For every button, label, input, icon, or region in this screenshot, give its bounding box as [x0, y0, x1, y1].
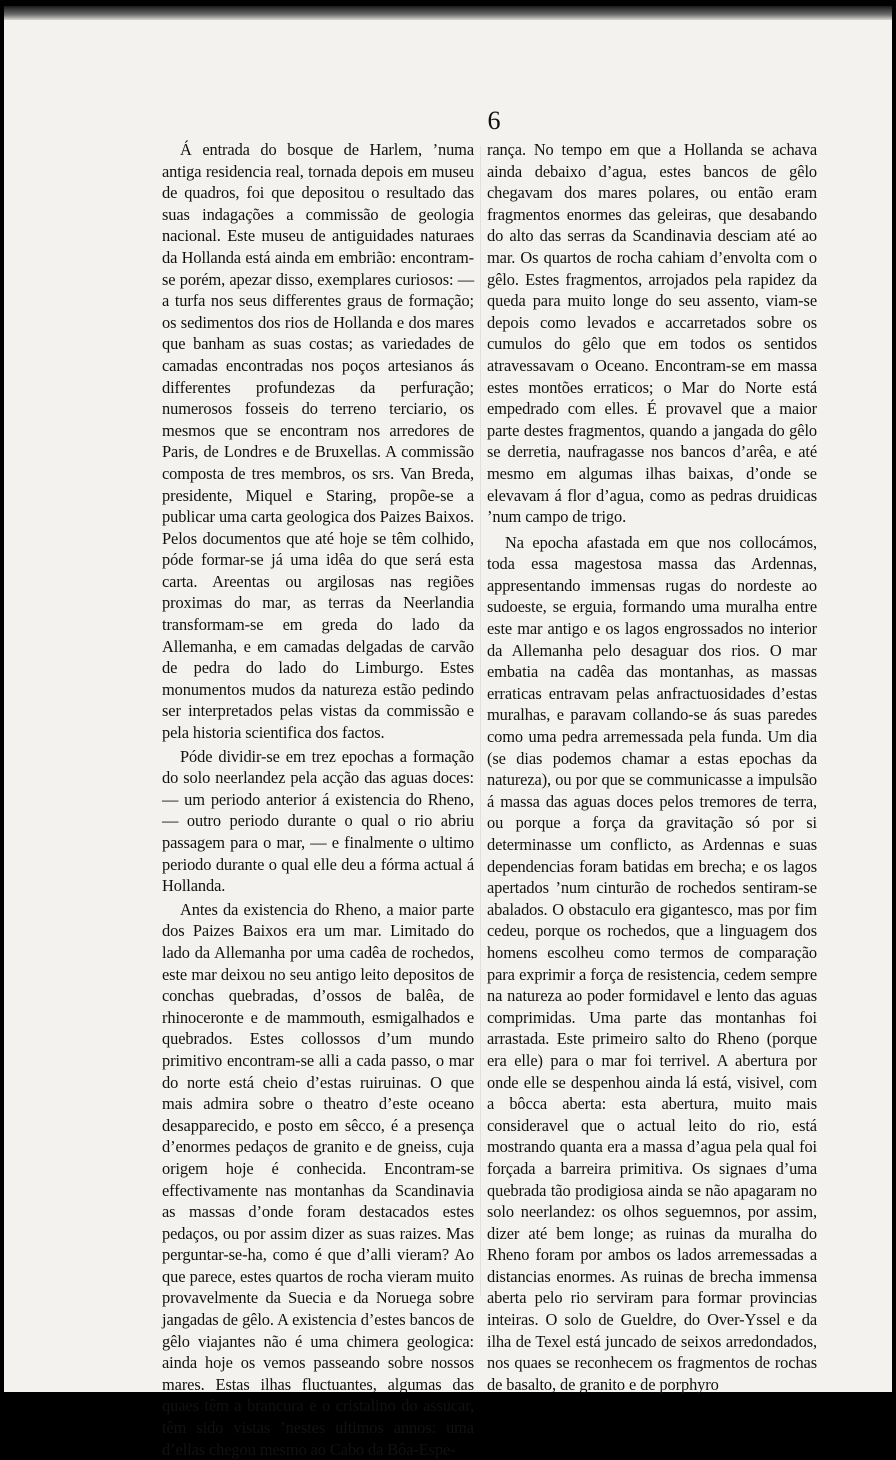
scan-top-edge — [4, 6, 892, 20]
column-gutter — [480, 146, 481, 1296]
right-paragraph-1: rança. No tempo em que a Hollanda se achava ainda debaixo d’agua, estes bancos de gêlo chegavam dos mares polares, ou então eram fragmentos enormes das geleiras, que desabando do alto das serras da Scandinavia desciam até ao mar. Os quartos de rocha cahiam d’envolta com o gêlo. Estes fragmentos, arrojados pela rapidez da queda para muito longe do seu assento, viam-se depois como levados e accarretados sobre os cumulos do gêlo que em todos os sentidos atravessavam o Oceano. Encontram-se em massa estes montões erraticos; o Mar do Norte está empedrado com elles. É provavel que a maior parte destes fragmentos, quando a jangada do gêlo se derretia, naufragasse nos bancos d’arêa, e até mesmo em algumas ilhas baixas, d’onde se elevavam á flor d’agua, como as pedras druidicas ’num campo de trigo. — [487, 140, 817, 527]
page-number: 6 — [487, 106, 501, 135]
left-column — [162, 139, 474, 1460]
right-column — [487, 139, 817, 1395]
left-paragraph-1: Á entrada do bosque de Harlem, ’numa antiga residencia real, tornada depois em museu de quadros, foi que depositou o resultado das suas indagações a commissão de geologia nacional. Este museu de antiguidades naturaes da Hollanda está ainda em embrião: encontram-se porém, apezar disso, exemplares curiosos: — a turfa nos seus differentes graus de formação; os sedimentos dos rios de Hollanda e dos mares que banham as suas costas; as variedades de camadas encontradas nos poços artesianos ás differentes profundezas da perfuração; numerosos fosseis do terreno terciario, os mesmos que se encontram nos arredores de Paris, de Londres e de Bruxellas. A commissão composta de tres membros, os srs. Van Breda, presidente, Miquel e Staring, propõe-se a publicar uma carta geologica dos Paizes Baixos. Pelos documentos que até hoje se têm colhido, póde formar-se já uma idêa do que será esta carta. Areentas ou argilosas nas regiões proximas do mar, as terras da Neerlandia transformam-se em greda do lado da Allemanha, e em camadas delgadas de carvão de pedra do lado do Limburgo. Estes monumentos mudos da natureza estão pedindo ser interpretados pelas vistas da commissão e pela historia scientifica dos factos. — [162, 140, 474, 743]
book-page — [4, 6, 892, 1459]
left-paragraph-3: Antes da existencia do Rheno, a maior parte dos Paizes Baixos era um mar. Limitado do lado da Allemanha por uma cadêa de rochedos, este mar deixou no seu antigo leito depositos de conchas quebradas, d’ossos de balêa, de rhinoceronte e de mammouth, esmigalhados e quebrados. Estes collossos d’um mundo primitivo encontram-se alli a cada passo, o mar do norte está cheio d’estas ruiruinas. O que mais admira sobre o theatro d’este oceano desapparecido, e posto em sêcco, é a presença d’enormes pedaços de granito e de gneiss, cuja origem hoje é conhecida. Encontram-se effectivamente nas montanhas da Scandinavia as massas d’onde foram destacados estes pedaços, ou por assim dizer as suas raizes. Mas perguntar-se-ha, como é que d’alli vieram? Ao que parece, estes quartos de rocha vieram muito provavelmente da Suecia e da Noruega sobre jangadas de gêlo. A existencia d’estes bancos de gêlo viajantes não é uma chimera geologica: ainda hoje os vemos passeando sobre nossos mares. Estas ilhas fluctuantes, algumas das quaes têm a brancura e o cristalino do assucar, têm sido vistas ’nestes ultimos annos: uma d’ellas chegou mesmo ao Cabo da Bôa-Espe- — [162, 899, 474, 1459]
left-paragraph-2: Póde dividir-se em trez epochas a formação do solo neerlandez pela acção das aguas doces: — um periodo anterior á existencia do Rheno, — outro periodo durante o qual o rio abriu passagem para o mar, — e finalmente o ultimo periodo durante o qual elle deu a fórma actual á Hollanda. — [162, 746, 474, 896]
right-paragraph-2: Na epocha afastada em que nos collocámos, toda essa magestosa massa das Ardennas, appresentando immensas rugas do nordeste ao sudoeste, se erguia, formando uma muralha entre este mar antigo e os lagos engrossados no interior da Allemanha pelo desaguar dos rios. O mar embatia na cadêa das montanhas, as massas erraticas entravam pelas anfractuosidades d’estas muralhas, e paravam collando-se ás suas paredes como uma pedra arremessada pela funda. Um dia (se dias podemos chamar a estas epochas da natureza), ou por que se communicasse a impulsão á massa das aguas doces pelos tremores de terra, ou porque a força da gravitação só por si determinasse um conflicto, as Ardennas e suas dependencias foram batidas em brecha; e os lagos apertados ’num cinturão de rochedos sentiram-se abalados. O obstaculo era gigantesco, mas por fim cedeu, porque os rochedos, que a linguagem dos homens escolheu como termos de comparação para exprimir a força de resistencia, cedem sempre na natureza ao poder formidavel e lento das aguas comprimidas. Uma parte das montanhas foi arrastada. Este primeiro salto do Rheno (porque era elle) para o mar foi terrivel. A abertura por onde elle se despenhou ainda lá está, visivel, com a bôcca aberta: esta abertura, muito mais consideravel que o actual leito do rio, está mostrando quanta era a massa d’agua pela qual foi forçada a barreira primitiva. Os signaes d’uma quebrada tão prodigiosa ainda se não apagaram no solo neerlandez: os olhos seguemnos, por assim, dizer até bem longe; as ruinas da muralha do Rheno foram por ambos os lados arremessadas a distancias enormes. As ruinas de brecha immensa aberta pelo rio serviram para formar provincias inteiras. O solo de Gueldre, do Over-Yssel e da ilha de Texel está juncado de seixos arredondados, nos quaes se reconhecem os fragmentos de rochas de basalto, de granito e de porphyro — [487, 532, 817, 1394]
